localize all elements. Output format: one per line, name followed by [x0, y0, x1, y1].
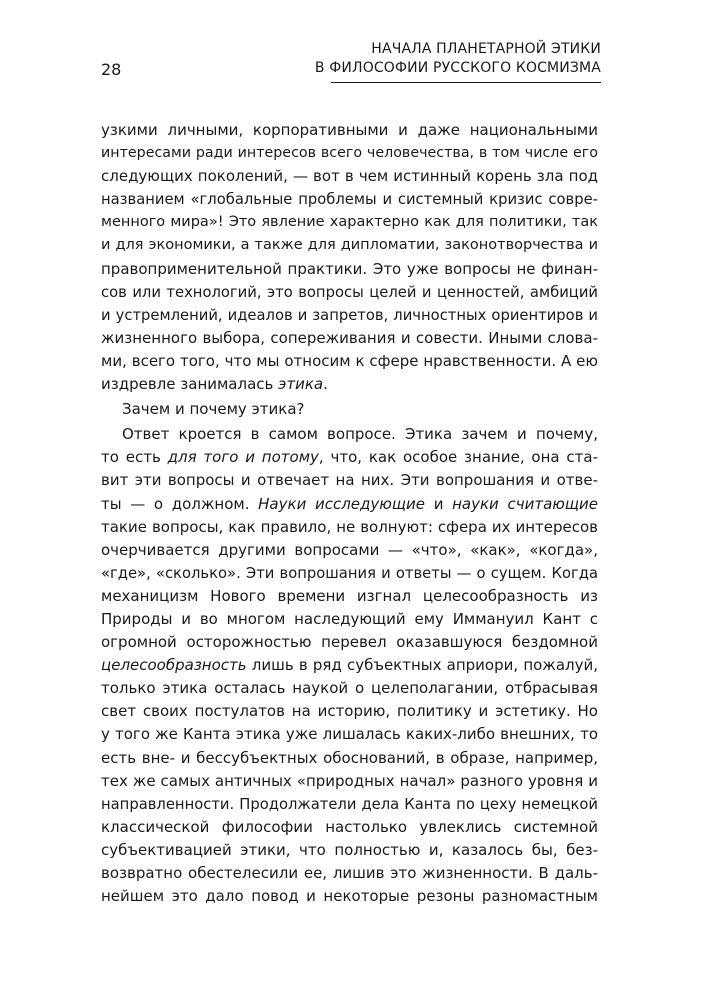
text-line: вит эти вопросы и отвечает на них. Эти вопрошания и отве- — [101, 471, 598, 490]
text-line: менного мира»! Это явление характерно как для политики, так — [101, 214, 598, 231]
text-line: огромной осторожностью перевел оказавшуюся бездомной — [101, 633, 598, 652]
text-line: такие вопросы, как правило, не волнуют: сфера их интересов — [101, 517, 598, 536]
paragraph-2 — [101, 398, 598, 421]
text-line: Ответ кроется в самом вопросе. Этика зачем и почему, — [122, 425, 598, 444]
text-line: есть вне- и бессубъектных обоснований, в образе, например, — [101, 748, 598, 767]
header-rule — [331, 82, 601, 83]
text-line: Природы и во многом наследующий ему Иммануил Кант с — [101, 609, 598, 628]
running-header — [315, 40, 601, 78]
text-line: то есть для того и потому, что, как особое знание, она ста- — [101, 448, 598, 467]
text-line: очерчивается другими вопросами — «что», «как», «когда», — [101, 540, 598, 559]
text-line: классической философии настолько увлеклись системной — [101, 817, 598, 836]
text-line: узкими личными, корпоративными и даже национальными — [101, 121, 598, 139]
text-line: и устремлений, идеалов и запретов, личностных ориентиров и — [101, 306, 598, 324]
text-line: возвратно обестелесили ее, лишив это жизненности. В даль- — [101, 864, 598, 882]
text-line: свет своих постулатов на историю, политику и эстетику. Но — [101, 702, 598, 721]
paragraph-3 — [101, 423, 598, 908]
text-line: «где», «сколько». Эти вопрошания и ответы — о сущем. Когда — [101, 564, 598, 582]
text-line: целесообразность лишь в ряд субъектных априори, пожалуй, — [101, 656, 598, 675]
text-line: жизненного выбора, сопереживания и совести. Иными слова- — [101, 328, 598, 347]
paragraph-1 — [101, 119, 598, 396]
text-line: ми, всего того, что мы относим к сфере нравственности. А ею — [101, 351, 598, 370]
page-number: 28 — [101, 60, 122, 79]
text-line: названием «глобальные проблемы и системный кризис совре- — [101, 191, 598, 209]
text-line: у того же Канта этика уже лишалась каких-либо внешних, то — [101, 725, 598, 744]
text-line: нейшем это дало повод и некоторые резоны разномастным — [101, 887, 598, 906]
text-line: Зачем и почему этика? — [122, 400, 305, 419]
text-line: механицизм Нового времени изгнал целесообразность из — [101, 586, 598, 605]
text-line: ты — о должном. Науки исследующие и науки считающие — [101, 494, 598, 513]
text-line: и для экономики, а также для дипломатии, законотворчества и — [101, 237, 598, 254]
text-line: направленности. Продолжатели дела Канта по цеху немецкой — [101, 795, 598, 813]
running-title-line1: НАЧАЛА ПЛАНЕТАРНОЙ ЭТИКИ — [371, 41, 601, 57]
text-line: только этика осталась наукой о целеполагании, отбрасывая — [101, 679, 598, 698]
text-line: сов или технологий, это вопросы целей и ценностей, амбиций — [101, 283, 598, 301]
text-line: тех же самых античных «природных начал» разного уровня и — [101, 771, 598, 790]
text-line: субъективацией этики, что полностью и, казалось бы, без- — [101, 840, 598, 859]
running-title-line2: В ФИЛОСОФИИ РУССКОГО КОСМИЗМА — [314, 60, 601, 76]
body-text — [101, 119, 598, 908]
text-line: следующих поколений, — вот в чем истинный корень зла под — [101, 167, 598, 186]
text-line: издревле занималась этика. — [101, 375, 328, 394]
text-line: правоприменительной практики. Это уже вопросы не финан- — [101, 259, 598, 278]
text-line: интересами ради интересов всего человечества, в том числе его — [101, 145, 598, 162]
